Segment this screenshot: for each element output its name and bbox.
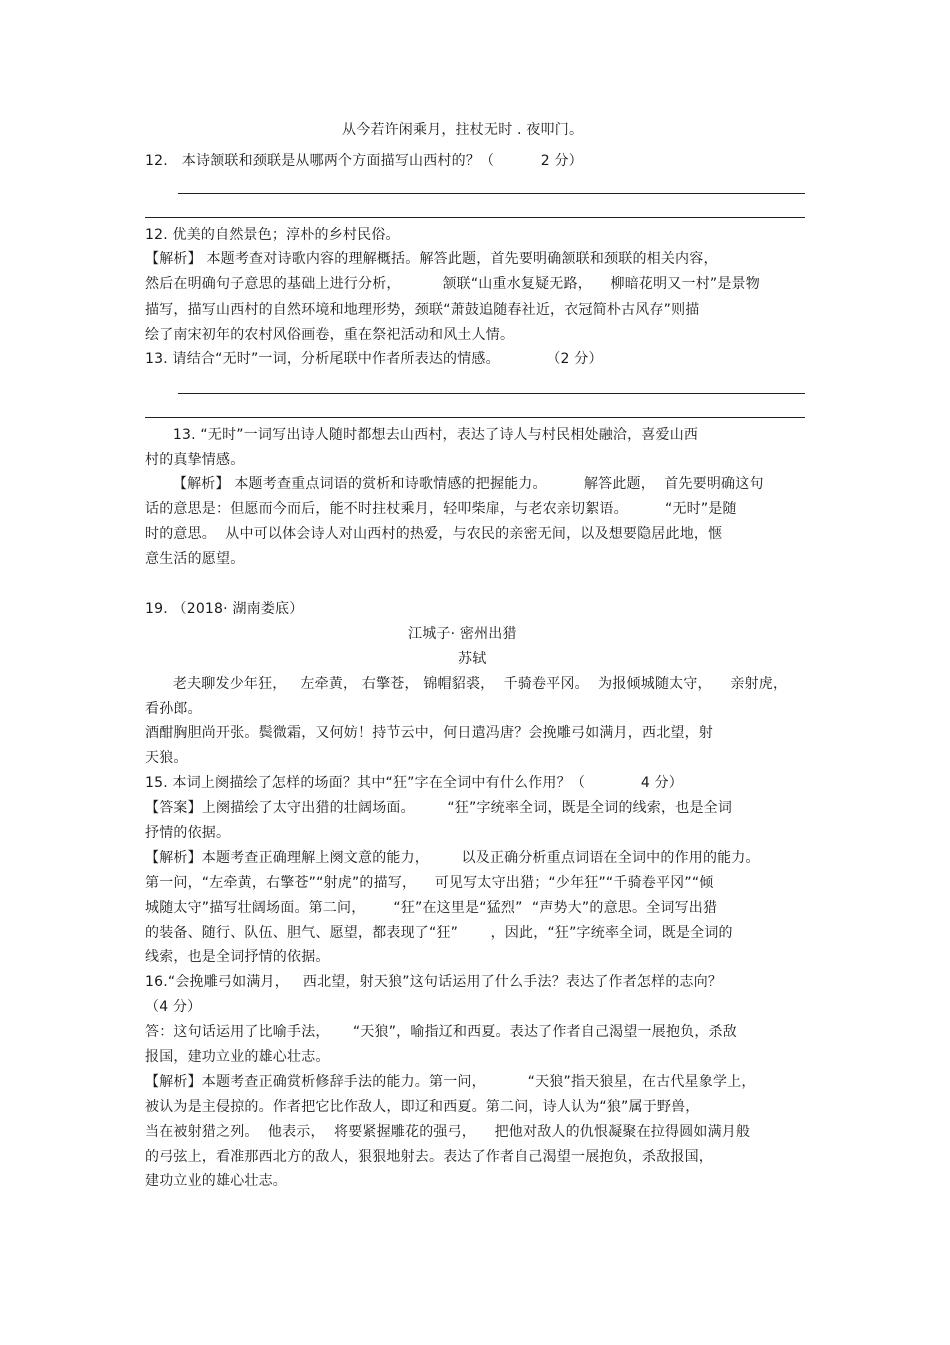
answer-15-line-2: 抒情的依据。 bbox=[145, 825, 231, 841]
analysis-13-line-2: 话的意思是：但愿而今而后，能不时拄杖乘月，轻叩柴扉，与老农亲切絮语。 “无时”是随 bbox=[145, 501, 737, 517]
question-16-line-2: （4 分） bbox=[145, 999, 202, 1015]
analysis-16-line-4: 的弓弦上，看准那西北方的敌人，狠狠地射去。表达了作者自己渴望一展抱负，杀敌报国， bbox=[145, 1149, 713, 1165]
question-15: 15. 本词上阕描绘了怎样的场面？其中“狂”字在全词中有什么作用？（ 4 分） bbox=[145, 775, 683, 791]
poem-title: 江城子· 密州出猎 bbox=[408, 626, 517, 642]
analysis-12-line-2: 然后在明确句子意思的基础上进行分析， 颔联“山重水复疑无路， 柳暗花明又一村”是景物 bbox=[145, 276, 760, 292]
analysis-13-line-4: 意生活的愿望。 bbox=[145, 551, 245, 567]
answer-16-line-2: 报国，建功立业的雄心壮志。 bbox=[145, 1049, 330, 1065]
analysis-16-line-3: 当在被射猎之列。 他表示， 将要紧握雕花的强弓， 把他对敌人的仇恨凝聚在拉得圆如满月般 bbox=[145, 1124, 751, 1140]
analysis-15-line-2: 第一问，“左牵黄，右擎苍”“射虎”的描写， 可见写太守出猎；“少年狂”“千骑卷平冈”“倾 bbox=[145, 875, 714, 891]
poem-line-4: 天狼。 bbox=[145, 750, 188, 766]
analysis-16-line-2: 被认为是主侵掠的。作者把它比作敌人，即辽和西夏。第二问，诗人认为“狼”属于野兽， bbox=[145, 1099, 700, 1115]
poem-line-1: 老夫聊发少年狂， 左牵黄， 右擎苍， 锦帽貂裘， 千骑卷平冈。 为报倾城随太守， 亲射虎， bbox=[145, 676, 788, 692]
poem-line-2: 看孙郎。 bbox=[145, 701, 202, 717]
question-19-header: 19. （2018· 湖南娄底） bbox=[145, 601, 304, 617]
answer-13-line-2: 村的真挚情感。 bbox=[145, 452, 245, 468]
poem-line-3: 酒酣胸胆尚开张。鬓微霜，又何妨！持节云中，何日遣冯唐？会挽雕弓如满月，西北望，射 bbox=[145, 725, 713, 741]
analysis-16-line-1: 【解析】本题考查正确赏析修辞手法的能力。第一问， “天狼”指天狼星，在古代星象学上， bbox=[145, 1074, 756, 1090]
analysis-16-line-5: 建功立业的雄心壮志。 bbox=[145, 1173, 287, 1189]
analysis-13-line-3: 时的意思。 从中可以体会诗人对山西村的热爱，与农民的亲密无间，以及想要隐居此地，惬 bbox=[145, 526, 723, 542]
question-16-line-1: 16.“会挽雕弓如满月， 西北望，射天狼”这句话运用了什么手法？表达了作者怎样的志向？ bbox=[145, 974, 723, 990]
analysis-12-line-4: 绘了南宋初年的农村风俗画卷，重在祭祀活动和风土人情。 bbox=[145, 327, 515, 343]
analysis-15-line-1: 【解析】本题考查正确理解上阕文意的能力， 以及正确分析重点词语在全词中的作用的能力。 bbox=[145, 850, 760, 866]
analysis-12-line-1: 【解析】 本题考查对诗歌内容的理解概括。解答此题，首先要明确颔联和颈联的相关内容， bbox=[145, 251, 718, 267]
analysis-15-line-4: 的装备、随行、队伍、胆气、愿望，都表现了“狂” ，因此，“狂”字统率全词，既是全词的 bbox=[145, 925, 733, 941]
answer-12: 12. 优美的自然景色；淳朴的乡村民俗。 bbox=[145, 227, 400, 243]
analysis-13-line-1: 【解析】 本题考查重点词语的赏析和诗歌情感的把握能力。 解答此题， 首先要明确这句 bbox=[145, 476, 764, 492]
answer-line-12a bbox=[178, 193, 805, 194]
answer-line-12b bbox=[145, 217, 805, 218]
question-12: 12. 本诗颔联和颈联是从哪两个方面描写山西村的？（ 2 分） bbox=[145, 153, 583, 169]
answer-line-13a bbox=[178, 393, 805, 394]
answer-line-13b bbox=[145, 417, 805, 418]
poem-last-line: 从今若许闲乘月，拄杖无时 . 夜叩门。 bbox=[342, 122, 584, 138]
question-13: 13. 请结合“无时”一词，分析尾联中作者所表达的情感。 （2 分） bbox=[145, 351, 603, 367]
analysis-15-line-5: 线索，也是全词抒情的依据。 bbox=[145, 949, 330, 965]
poem-author: 苏轼 bbox=[458, 651, 487, 667]
analysis-15-line-3: 城随太守”描写壮阔场面。第二问， “狂”在这里是“猛烈” “声势大”的意思。全词写出猎 bbox=[145, 900, 718, 916]
analysis-12-line-3: 描写，描写山西村的自然环境和地理形势，颈联“萧鼓追随春社近，衣冠简朴古风存”则描 bbox=[145, 302, 700, 318]
answer-15-line-1: 【答案】上阕描绘了太守出猎的壮阔场面。 “狂”字统率全词，既是全词的线索，也是全词 bbox=[145, 800, 733, 816]
answer-13-line-1: 13. “无时”一词写出诗人随时都想去山西村，表达了诗人与村民相处融洽，喜爱山西 bbox=[145, 427, 699, 443]
answer-16-line-1: 答：这句话运用了比喻手法， “天狼”，喻指辽和西夏。表达了作者自己渴望一展抱负，杀敌 bbox=[145, 1024, 737, 1040]
